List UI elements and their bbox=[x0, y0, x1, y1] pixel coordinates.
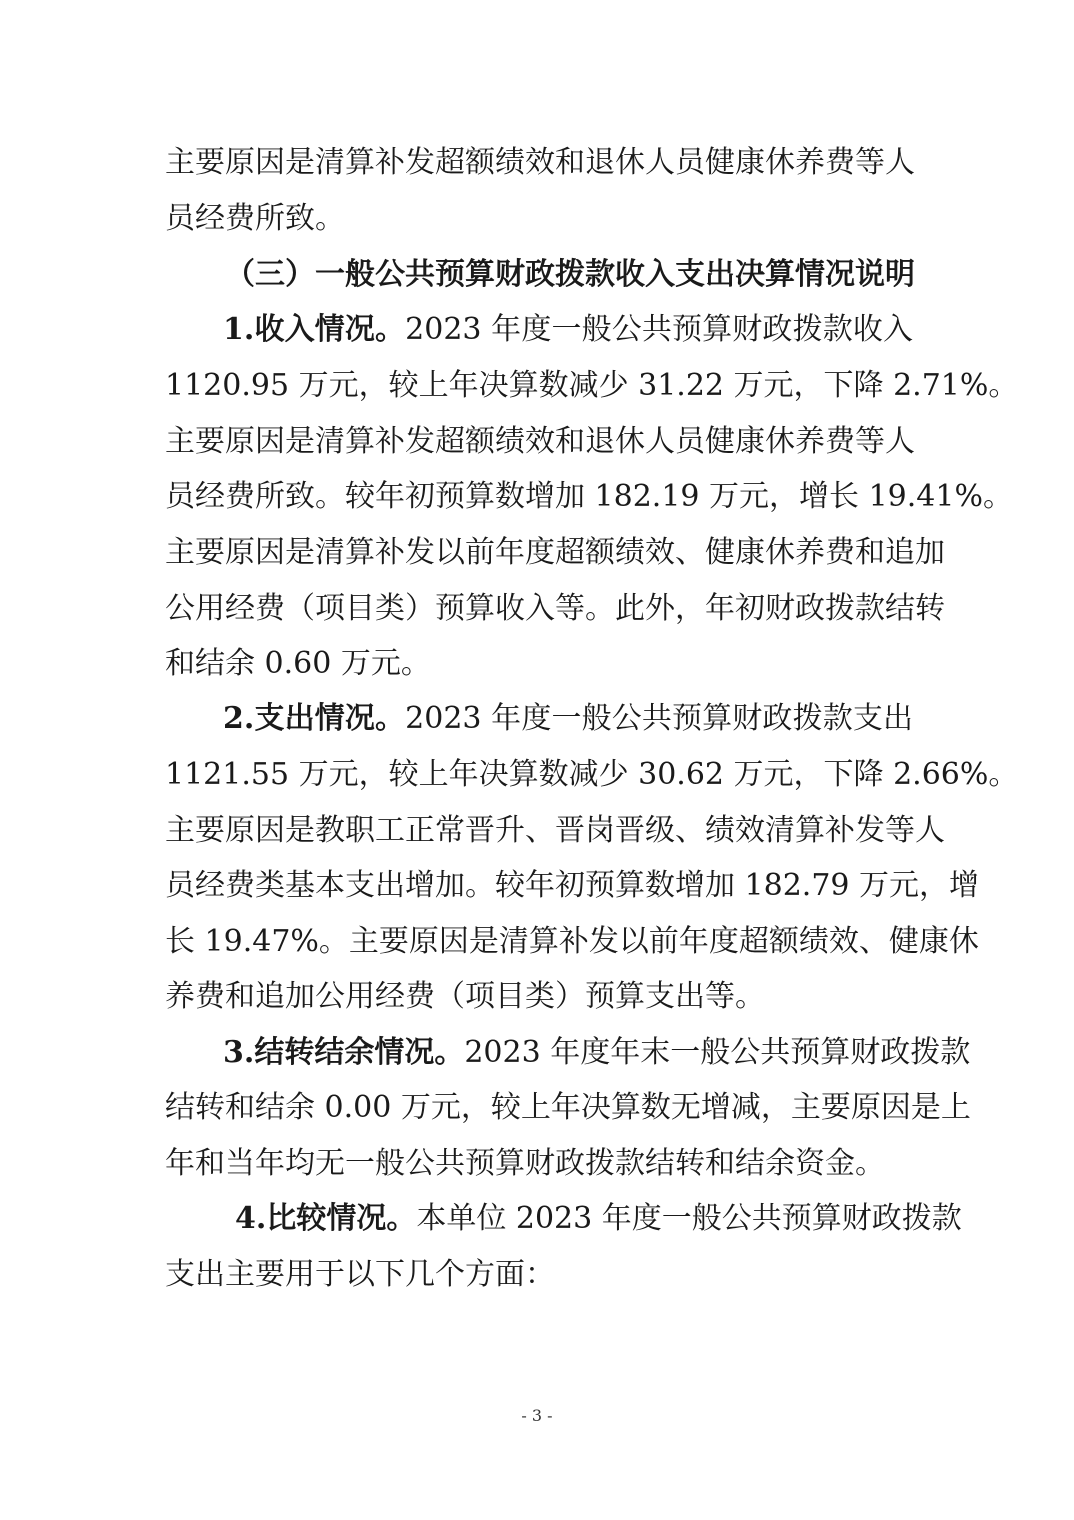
paragraph-lead: 4.比较情况。 bbox=[235, 1201, 417, 1236]
paragraph-first-line: 3.结转结余情况。2023 年度年末一般公共预算财政拨款 bbox=[223, 1035, 971, 1070]
text-line: 1121.55 万元，较上年决算数减少 30.62 万元，下降 2.66%。 bbox=[165, 757, 1019, 792]
text-line: 长 19.47%。主要原因是清算补发以前年度超额绩效、健康休 bbox=[165, 924, 979, 959]
paragraph-first-line: 4.比较情况。本单位 2023 年度一般公共预算财政拨款 bbox=[235, 1201, 962, 1236]
text-line: 结转和结余 0.00 万元，较上年决算数无增减，主要原因是上 bbox=[165, 1090, 971, 1125]
text-line: 主要原因是清算补发超额绩效和退休人员健康休养费等人 bbox=[165, 145, 915, 180]
text-line: 年和当年均无一般公共预算财政拨款结转和结余资金。 bbox=[165, 1146, 885, 1181]
paragraph-lead: 1.收入情况。 bbox=[223, 312, 406, 347]
text-line: 主要原因是教职工正常晋升、晋岗晋级、绩效清算补发等人 bbox=[165, 813, 945, 848]
page-number: - 3 - bbox=[521, 1406, 553, 1425]
paragraph-lead: 2.支出情况。 bbox=[223, 701, 406, 736]
paragraph-first-line: 1.收入情况。2023 年度一般公共预算财政拨款收入 bbox=[223, 312, 913, 347]
text-line: 和结余 0.60 万元。 bbox=[165, 646, 431, 681]
text-line: 员经费所致。较年初预算数增加 182.19 万元，增长 19.41%。 bbox=[165, 479, 1013, 514]
text-line: 养费和追加公用经费（项目类）预算支出等。 bbox=[165, 979, 765, 1014]
paragraph-lead: 3.结转结余情况。 bbox=[223, 1035, 465, 1070]
text-line: 员经费类基本支出增加。较年初预算数增加 182.79 万元，增 bbox=[165, 868, 980, 903]
paragraph-first-line: 2.支出情况。2023 年度一般公共预算财政拨款支出 bbox=[223, 701, 913, 736]
text-line: 公用经费（项目类）预算收入等。此外，年初财政拨款结转 bbox=[165, 591, 945, 626]
text-line: 主要原因是清算补发超额绩效和退休人员健康休养费等人 bbox=[165, 424, 915, 459]
text-line: 主要原因是清算补发以前年度超额绩效、健康休养费和追加 bbox=[165, 535, 945, 570]
section-heading: （三）一般公共预算财政拨款收入支出决算情况说明 bbox=[225, 257, 915, 292]
text-line: 支出主要用于以下几个方面： bbox=[165, 1257, 555, 1292]
text-line: 1120.95 万元，较上年决算数减少 31.22 万元，下降 2.71%。 bbox=[165, 368, 1019, 403]
text-line: 员经费所致。 bbox=[165, 201, 345, 236]
